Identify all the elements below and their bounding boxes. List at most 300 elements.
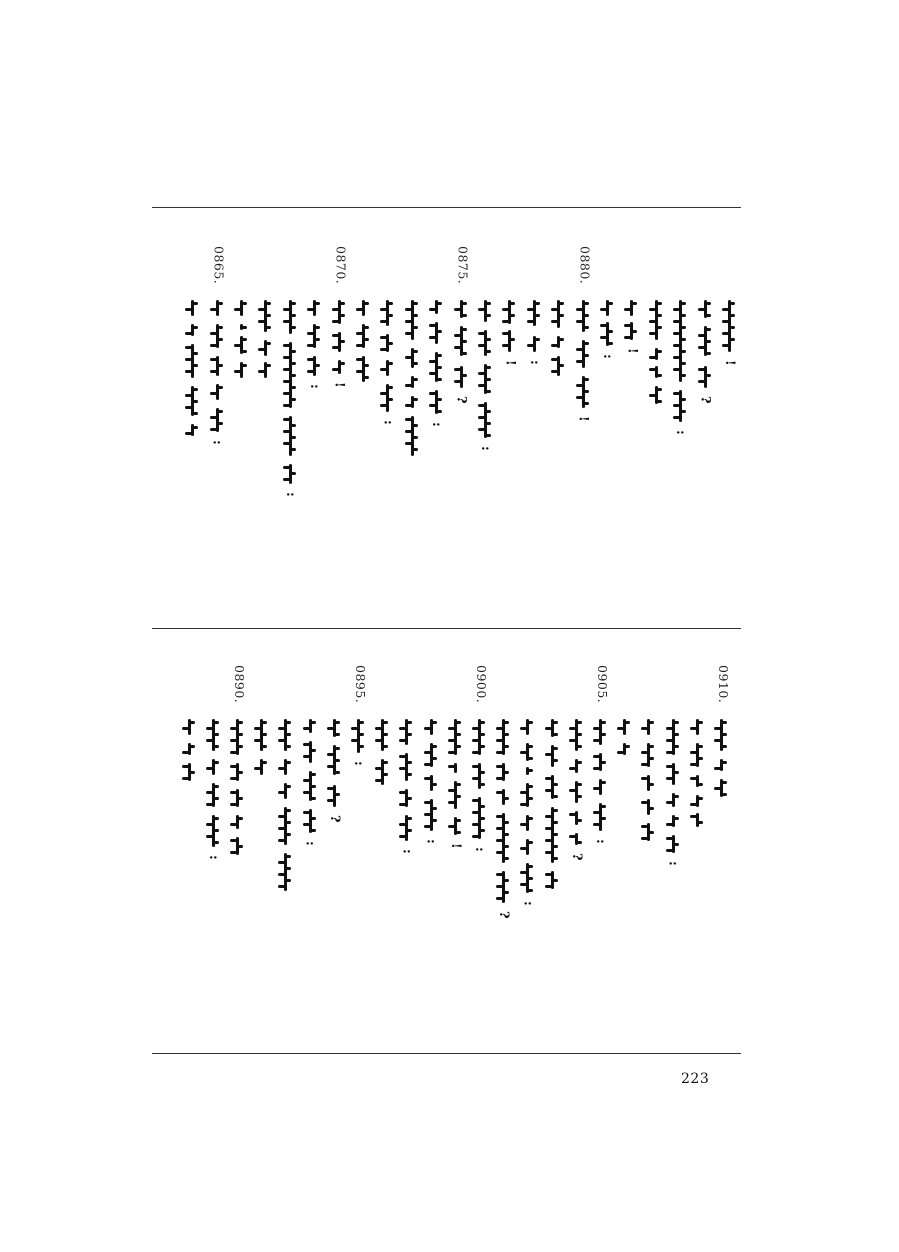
script-stroke (424, 777, 432, 780)
script-stroke (641, 825, 649, 828)
script-stroke (193, 326, 198, 329)
script-stroke (690, 815, 698, 818)
script-stroke (601, 817, 606, 820)
script-stroke (551, 358, 559, 361)
script-stroke (448, 751, 456, 754)
line-number: 0890. (232, 665, 247, 704)
script-stroke (437, 354, 442, 357)
script-stroke (437, 398, 442, 401)
script-stroke (478, 416, 486, 419)
text-column (638, 665, 658, 995)
script-stroke (722, 332, 730, 335)
script-stroke (242, 302, 247, 305)
script-stroke (456, 745, 461, 748)
script-stroke (584, 390, 589, 393)
text-column (324, 665, 344, 995)
script-stroke (593, 823, 601, 826)
script-stroke (496, 897, 504, 900)
script-stroke (185, 394, 193, 397)
script-stroke (504, 879, 509, 882)
script-stroke (674, 745, 679, 748)
script-stroke (553, 747, 558, 750)
script-stroke (666, 801, 674, 804)
script-stroke (356, 308, 364, 311)
punctuation-mark: ! (331, 382, 347, 388)
script-stroke (551, 370, 559, 373)
script-stroke (214, 829, 219, 832)
script-stroke (577, 841, 582, 844)
script-stroke (380, 404, 388, 407)
script-stroke (340, 314, 345, 317)
script-stroke (448, 801, 456, 804)
upper-text-block (152, 246, 741, 516)
script-stroke (569, 739, 577, 742)
script-stroke (214, 733, 219, 736)
script-stroke (315, 364, 320, 367)
script-stroke (666, 777, 674, 780)
script-stroke (185, 406, 193, 409)
script-stroke (698, 821, 703, 824)
script-stroke (480, 829, 485, 832)
script-stroke (413, 302, 418, 305)
script-stroke (520, 803, 528, 806)
script-stroke (641, 727, 649, 730)
text-column (590, 665, 610, 995)
script-stroke (413, 362, 418, 365)
script-stroke (383, 733, 388, 736)
script-stroke (576, 308, 584, 311)
script-stroke (193, 364, 198, 367)
script-stroke (577, 783, 582, 786)
script-stroke (413, 326, 418, 329)
script-stroke (437, 410, 442, 413)
script-stroke (407, 761, 412, 764)
script-stroke (448, 739, 456, 742)
script-stroke (657, 350, 662, 353)
punctuation-mark: ! (722, 360, 737, 366)
script-stroke (380, 368, 388, 371)
page-number: 223 (681, 1071, 710, 1087)
script-stroke (230, 765, 238, 768)
script-stroke (486, 390, 491, 393)
script-stroke (478, 308, 486, 311)
script-stroke (504, 833, 509, 836)
script-stroke (520, 823, 528, 826)
script-stroke (413, 314, 418, 317)
punctuation-mark: ? (697, 396, 713, 404)
script-stroke (262, 745, 267, 748)
text-column (329, 246, 349, 516)
script-stroke (528, 865, 533, 868)
script-stroke (286, 867, 291, 870)
script-stroke (681, 410, 686, 413)
script-stroke (551, 344, 559, 347)
script-stroke (230, 739, 238, 742)
text-column (614, 665, 634, 995)
script-word (236, 719, 239, 755)
script-stroke (730, 326, 735, 329)
script-stroke (545, 727, 553, 730)
script-stroke (528, 841, 533, 844)
script-stroke (185, 432, 193, 435)
script-stroke (681, 314, 686, 317)
script-stroke (206, 767, 214, 770)
script-stroke (625, 721, 630, 724)
script-stroke (303, 811, 311, 814)
script-stroke (569, 789, 577, 792)
script-stroke (480, 805, 485, 808)
text-column (663, 665, 683, 995)
script-stroke (577, 761, 582, 764)
script-stroke (238, 817, 243, 820)
punctuation-mark: : (302, 841, 318, 846)
script-stroke (388, 342, 393, 345)
script-stroke (356, 370, 364, 373)
script-stroke (698, 797, 703, 800)
script-stroke (278, 791, 286, 794)
script-stroke (730, 314, 735, 317)
script-stroke (210, 308, 218, 311)
script-stroke (551, 320, 559, 323)
script-stroke (210, 428, 218, 431)
script-stroke (649, 394, 657, 397)
script-stroke (674, 771, 679, 774)
punctuation-mark: : (600, 354, 615, 359)
script-stroke (722, 308, 730, 311)
script-stroke (545, 753, 553, 756)
script-stroke (674, 733, 679, 736)
lower-text-block (152, 665, 741, 995)
script-stroke (454, 346, 462, 349)
script-stroke (429, 392, 437, 395)
script-stroke (584, 302, 589, 305)
script-stroke (332, 308, 340, 311)
script-stroke (496, 739, 504, 742)
line-number: 0870. (333, 246, 349, 285)
script-stroke (641, 801, 649, 804)
script-stroke (690, 803, 698, 806)
text-column (182, 246, 202, 516)
script-stroke (214, 785, 219, 788)
script-stroke (673, 320, 681, 323)
script-stroke (258, 308, 266, 311)
script-stroke (608, 302, 613, 305)
script-stroke (486, 422, 491, 425)
script-stroke (311, 721, 316, 724)
script-stroke (601, 721, 606, 724)
script-stroke (657, 326, 662, 329)
script-stroke (478, 332, 486, 335)
script-stroke (673, 404, 681, 407)
script-stroke (480, 733, 485, 736)
script-stroke (286, 879, 291, 882)
script-stroke (429, 372, 437, 375)
script-stroke (283, 368, 291, 371)
script-stroke (283, 404, 291, 407)
script-stroke (327, 787, 335, 790)
script-stroke (407, 817, 412, 820)
script-stroke (283, 356, 291, 359)
script-stroke (424, 825, 432, 828)
script-stroke (527, 320, 535, 323)
script-stroke (407, 733, 412, 736)
text-column (421, 665, 441, 995)
script-stroke (593, 739, 601, 742)
script-stroke (657, 388, 662, 391)
text-column (524, 246, 544, 516)
script-stroke (283, 308, 291, 311)
script-stroke (608, 342, 613, 345)
script-stroke (291, 374, 296, 377)
script-stroke (576, 396, 584, 399)
script-stroke (303, 823, 311, 826)
script-stroke (576, 320, 584, 323)
script-stroke (608, 330, 613, 333)
script-stroke (405, 442, 413, 445)
script-stroke (407, 773, 412, 776)
script-stroke (528, 757, 533, 760)
script-stroke (206, 791, 214, 794)
punctuation-mark: : (472, 847, 487, 852)
script-stroke (600, 308, 608, 311)
text-column (621, 246, 641, 516)
script-stroke (673, 332, 681, 335)
script-stroke (528, 721, 533, 724)
script-stroke (286, 721, 291, 724)
script-stroke (230, 823, 238, 826)
script-stroke (576, 384, 584, 387)
script-stroke (278, 827, 286, 830)
script-stroke (714, 739, 722, 742)
punctuation-mark: : (665, 861, 681, 866)
script-stroke (413, 350, 418, 353)
script-stroke (210, 392, 218, 395)
punctuation-mark: : (520, 901, 536, 906)
script-stroke (291, 436, 296, 439)
script-stroke (238, 721, 243, 724)
script-stroke (383, 773, 388, 776)
script-stroke (407, 797, 412, 800)
script-stroke (185, 358, 193, 361)
text-column (493, 665, 513, 995)
script-word (672, 719, 675, 755)
text-column (300, 665, 320, 995)
script-stroke (238, 845, 243, 848)
text-column (670, 246, 690, 516)
script-stroke (307, 344, 315, 347)
script-stroke (307, 370, 315, 373)
script-stroke (405, 308, 413, 311)
script-stroke (356, 358, 364, 361)
script-stroke (486, 350, 491, 353)
script-stroke (380, 392, 388, 395)
script-stroke (234, 370, 242, 373)
script-stroke (407, 721, 412, 724)
script-stroke (291, 448, 296, 451)
script-stroke (478, 384, 486, 387)
script-stroke (286, 745, 291, 748)
script-stroke (496, 827, 504, 830)
script-stroke (730, 302, 735, 305)
script-stroke (413, 398, 418, 401)
script-stroke (666, 849, 674, 852)
script-stroke (193, 412, 198, 415)
script-stroke (258, 348, 266, 351)
script-stroke (335, 747, 340, 750)
script-stroke (399, 803, 407, 806)
script-stroke (472, 739, 480, 742)
script-stroke (601, 781, 606, 784)
script-stroke (649, 783, 654, 786)
top-rule (152, 207, 741, 208)
script-stroke (496, 839, 504, 842)
script-stroke (681, 338, 686, 341)
script-word (478, 719, 481, 755)
script-stroke (569, 767, 577, 770)
script-stroke (190, 721, 195, 724)
script-stroke (496, 791, 504, 794)
punctuation-mark: ? (568, 853, 584, 861)
script-stroke (593, 811, 601, 814)
script-stroke (193, 426, 198, 429)
script-stroke (340, 362, 345, 365)
script-stroke (472, 823, 480, 826)
script-stroke (214, 817, 219, 820)
script-stroke (559, 338, 564, 341)
script-stroke (486, 410, 491, 413)
script-stroke (291, 398, 296, 401)
script-stroke (674, 817, 679, 820)
script-stroke (437, 330, 442, 333)
script-stroke (303, 743, 311, 746)
script-stroke (291, 350, 296, 353)
punctuation-mark: : (307, 384, 323, 389)
script-stroke (242, 350, 247, 353)
script-stroke (584, 326, 589, 329)
script-stroke (545, 777, 553, 780)
script-stroke (462, 302, 467, 305)
line-number: 0895. (353, 665, 368, 704)
script-stroke (230, 751, 238, 754)
script-stroke (182, 777, 190, 780)
text-column (275, 665, 295, 995)
script-stroke (388, 314, 393, 317)
text-column (597, 246, 617, 516)
script-stroke (332, 368, 340, 371)
script-stroke (206, 823, 214, 826)
script-stroke (364, 364, 369, 367)
script-stroke (577, 795, 582, 798)
script-stroke (335, 733, 340, 736)
script-stroke (413, 424, 418, 427)
punctuation-mark: ! (575, 416, 591, 422)
script-stroke (510, 302, 515, 305)
text-column (475, 246, 495, 516)
script-stroke (520, 883, 528, 886)
script-stroke (456, 783, 461, 786)
script-stroke (593, 727, 601, 730)
text-column (348, 665, 368, 995)
script-stroke (584, 378, 589, 381)
script-stroke (673, 344, 681, 347)
script-stroke (283, 392, 291, 395)
text-column (426, 246, 446, 516)
script-stroke (504, 733, 509, 736)
script-stroke (553, 783, 558, 786)
script-stroke (380, 320, 388, 323)
script-stroke (593, 767, 601, 770)
script-stroke (553, 857, 558, 860)
script-stroke (690, 751, 698, 754)
script-stroke (698, 308, 706, 311)
script-stroke (553, 833, 558, 836)
script-stroke (649, 332, 657, 335)
script-stroke (413, 436, 418, 439)
script-stroke (584, 354, 589, 357)
script-stroke (359, 745, 364, 748)
script-stroke (356, 332, 364, 335)
script-stroke (698, 745, 703, 748)
script-stroke (448, 727, 456, 730)
script-stroke (698, 380, 706, 383)
script-stroke (641, 777, 649, 780)
script-stroke (315, 326, 320, 329)
text-column (695, 246, 715, 516)
script-word (454, 719, 457, 755)
script-stroke (673, 368, 681, 371)
script-stroke (356, 344, 364, 347)
script-stroke (625, 745, 630, 748)
script-stroke (617, 727, 625, 730)
script-stroke (486, 314, 491, 317)
script-stroke (480, 721, 485, 724)
script-stroke (206, 739, 214, 742)
script-stroke (307, 308, 315, 311)
script-stroke (496, 873, 504, 876)
script-stroke (553, 759, 558, 762)
script-stroke (666, 837, 674, 840)
script-stroke (303, 779, 311, 782)
script-stroke (375, 727, 383, 730)
script-stroke (214, 797, 219, 800)
script-stroke (478, 404, 486, 407)
script-stroke (291, 424, 296, 427)
line-number: 0900. (474, 665, 489, 704)
script-stroke (218, 386, 223, 389)
script-stroke (722, 320, 730, 323)
script-stroke (480, 771, 485, 774)
script-stroke (307, 332, 315, 335)
script-stroke (649, 320, 657, 323)
text-column (711, 665, 731, 995)
script-stroke (722, 344, 730, 347)
script-stroke (210, 370, 218, 373)
script-stroke (286, 809, 291, 812)
script-stroke (405, 418, 413, 421)
punctuation-mark: ! (502, 360, 518, 366)
script-stroke (472, 777, 480, 780)
script-stroke (569, 813, 577, 816)
script-stroke (624, 324, 632, 327)
script-stroke (238, 733, 243, 736)
script-stroke (311, 773, 316, 776)
punctuation-mark: : (429, 422, 445, 427)
script-stroke (681, 350, 686, 353)
script-stroke (210, 332, 218, 335)
script-stroke (218, 364, 223, 367)
script-stroke (283, 430, 291, 433)
punctuation-mark: : (593, 839, 608, 844)
